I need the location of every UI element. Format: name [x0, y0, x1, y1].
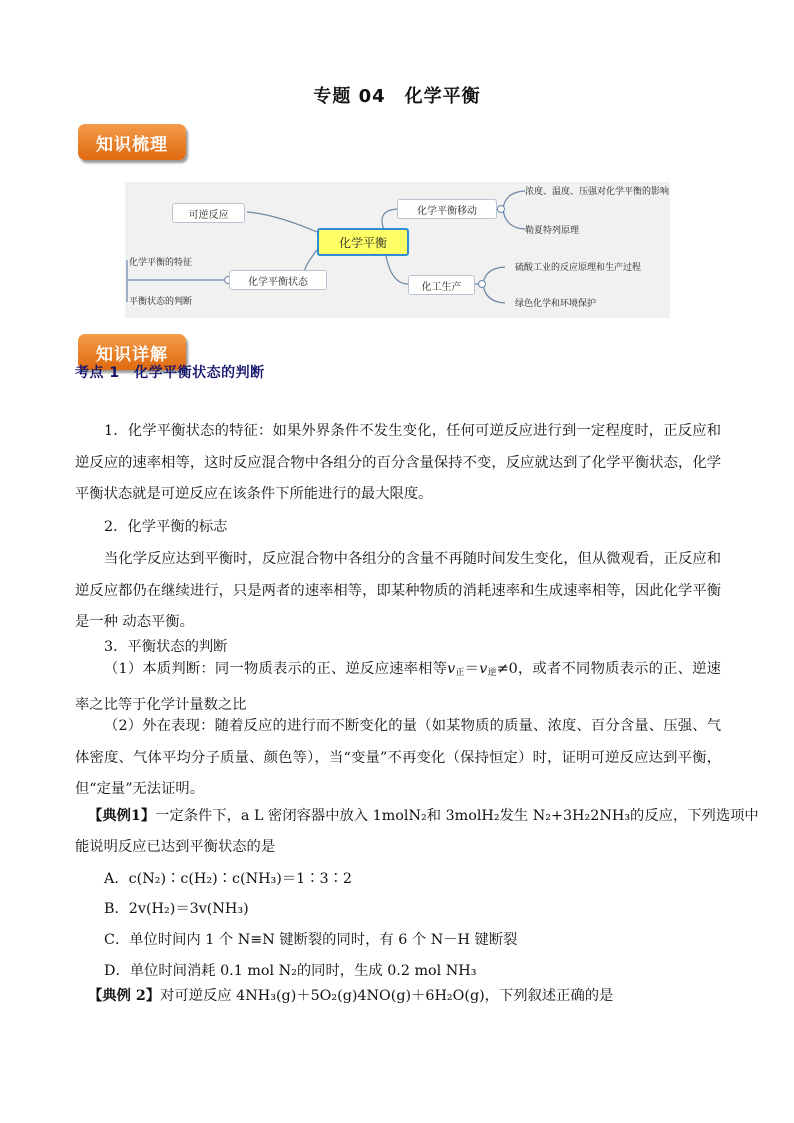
- example-1-option-a: A．c(N₂)∶c(H₂)∶c(NH₃)＝1∶3∶2: [104, 871, 353, 887]
- paragraph-feature: 1．化学平衡状态的特征：如果外界条件不发生变化，任何可逆反应进行到一定程度时，正反应和逆反应的速率相等，这时反应混合物中各组分的百分含量保持不变，反应就达到了化学平衡状态，化学平衡状态就是可逆反应在该条件下所能进行的最大限度。: [75, 423, 721, 502]
- subheading-judgement: 3．平衡状态的判断: [104, 639, 228, 655]
- paragraph-sign: 当化学反应达到平衡时，反应混合物中各组分的含量不再随时间发生变化，但从微观看，正反应和逆反应都仍在继续进行，只是两者的速率相等，即某种物质的消耗速率和生成速率相等，因此化学平衡是一种 动态平衡。: [75, 551, 721, 630]
- connector-reversible: [247, 212, 317, 232]
- section-heading: 考点 1 化学平衡状态的判断: [75, 365, 265, 381]
- knowledge-outline-badge: 知识梳理: [78, 124, 186, 160]
- central-node: 化学平衡: [317, 228, 409, 256]
- leaf-state-2: 平衡状态的判断: [129, 297, 193, 307]
- leaf-state-1: 化学平衡的特征: [129, 258, 193, 268]
- node-reversible: 可逆反应: [172, 203, 245, 223]
- paragraph-essential-judgement: （1）本质判断：同一物质表示的正、逆反应速率相等v正＝v逆≠0，或者不同物质表示的正、逆速率之比等于化学计量数之比: [75, 661, 721, 713]
- page-title: 专题 04 化学平衡: [313, 86, 481, 107]
- example-1-option-d: D．单位时间消耗 0.1 mol N₂的同时，生成 0.2 mol NH₃: [104, 963, 477, 979]
- leaf-shift-1: 浓度、温度、压强对化学平衡的影响: [525, 187, 670, 197]
- leaf-industry-1: 硫酸工业的反应原理和生产过程: [515, 263, 642, 273]
- example-1-line-1: 【典例1】一定条件下，a L 密闭容器中放入 1molN₂和 3molH₂发生 N₂+3H₂2NH₃的反应，下列选项中: [88, 808, 759, 824]
- node-state: 化学平衡状态: [229, 270, 327, 290]
- node-shift: 化学平衡移动: [397, 199, 497, 219]
- leaf-shift-2: 勒夏特列原理: [525, 226, 580, 236]
- example-2-line: 【典例 2】对可逆反应 4NH₃(g)＋5O₂(g)4NO(g)＋6H₂O(g)，下列叙述正确的是: [88, 988, 614, 1004]
- leaf-industry-2: 绿色化学和环境保护: [515, 299, 597, 309]
- mind-map: [125, 182, 670, 318]
- example-1-option-b: B．2v(H₂)＝3v(NH₃): [104, 901, 249, 917]
- example-1-option-c: C．单位时间内 1 个 N≡N 键断裂的同时，有 6 个 N－H 键断裂: [104, 932, 518, 948]
- node-industry: 化工生产: [408, 275, 475, 295]
- subheading-sign: 2．化学平衡的标志: [104, 519, 228, 535]
- paragraph-external-judgement: （2）外在表现：随着反应的进行而不断变化的量（如某物质的质量、浓度、百分含量、压强、气体密度、气体平均分子质量、颜色等），当“变量”不再变化（保持恒定）时，证明可逆反应达到平衡，但“定量”无法证明。: [75, 718, 721, 797]
- knowledge-detail-badge: 知识详解: [78, 334, 186, 370]
- example-1-line-2: 能说明反应已达到平衡状态的是: [75, 839, 276, 855]
